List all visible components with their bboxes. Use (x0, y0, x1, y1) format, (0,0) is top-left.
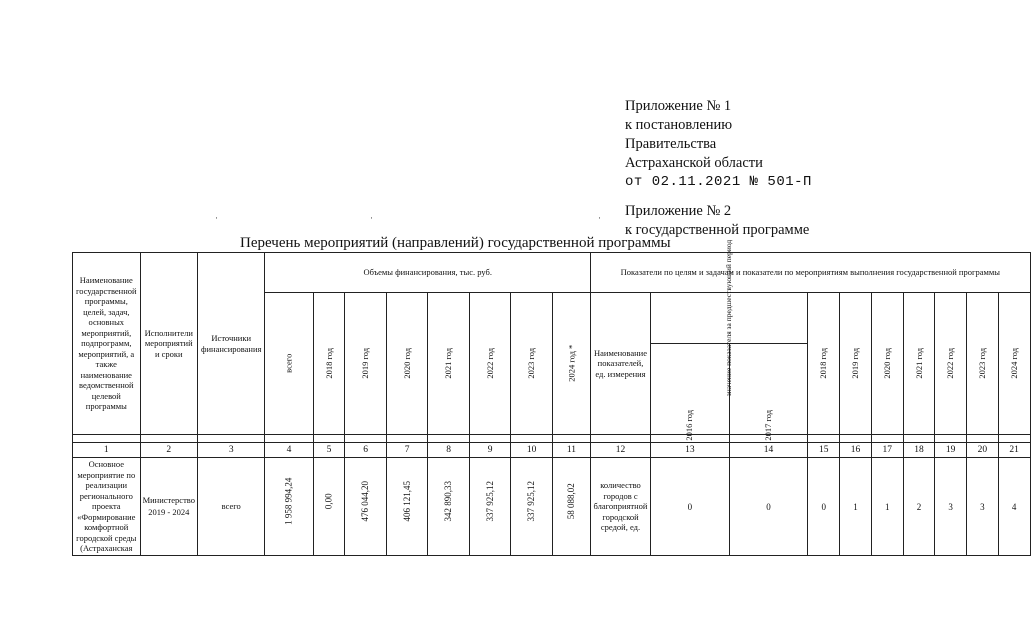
header-prev-year: 2017 год (729, 344, 808, 435)
document-title: Перечень мероприятий (направлений) государственной программы (240, 235, 671, 251)
row-value: 0 (729, 458, 808, 556)
scan-speck: · (370, 213, 373, 223)
appendix-1-line: Астраханской области (625, 155, 763, 171)
header-funding-year: 2019 год (345, 293, 387, 435)
header-funding-year: 2018 год (313, 293, 345, 435)
appendix-1-line: Приложение № 1 (625, 98, 732, 114)
row-value: 4 (998, 458, 1030, 556)
header-funding-year: 2021 год (428, 293, 470, 435)
header-funding-year: 2020 год (386, 293, 428, 435)
scan-speck: · (215, 213, 218, 223)
header-indicators-group: Показатели по целям и задачам и показатели по мероприятиям выполнения государственной программы (591, 253, 1031, 293)
header-name: Наименование государственной программы, целей, задач, основных мероприятий, подпрограмм, мероприятий, а также наименование ведомственной целевой программы (73, 253, 141, 435)
appendix-1-block (625, 97, 895, 192)
header-indicator-year: 2020 год (871, 293, 903, 435)
header-sources: Источники финансирования (198, 253, 265, 435)
header-funding-year: 2022 год (469, 293, 511, 435)
header-indicator-year: 2019 год (840, 293, 872, 435)
header-indicator-year: 2021 год (903, 293, 935, 435)
header-indicator-year: 2023 год (967, 293, 999, 435)
row-value: 0 (808, 458, 840, 556)
row-name: Основное мероприятие по реализации регионального проекта «Формирование комфортной городской среды (Астраханская (73, 458, 141, 556)
row-amount: 476 044,20 (345, 458, 387, 556)
row-amount: 1 958 994,24 (265, 458, 313, 556)
header-funding-year: 2023 год (511, 293, 553, 435)
header-indicator-year: 2024 год (998, 293, 1030, 435)
row-amount: 337 925,12 (511, 458, 553, 556)
appendix-2-line: к государственной программе (625, 222, 810, 238)
column-number-row: 1 2 3 4 5 6 7 8 9 10 11 12 13 14 15 16 17 18 19 20 21 (73, 443, 1031, 458)
header-prev-year: 2016 год (650, 344, 729, 435)
row-value: 2 (903, 458, 935, 556)
header-funding-group: Объемы финансирования, тыс. руб. (265, 253, 591, 293)
row-source: всего (198, 458, 265, 556)
header-funding-year: всего (265, 293, 313, 435)
header-indicator-year: 2022 год (935, 293, 967, 435)
header-executors: Исполнители мероприятий и сроки (140, 253, 197, 435)
row-indicator: количество городов с благоприятной городской средой, ед. (591, 458, 651, 556)
separator-row (73, 435, 1031, 443)
row-amount: 0,00 (313, 458, 345, 556)
row-executor: Министерство 2019 - 2024 (140, 458, 197, 556)
row-amount: 58 088,02 (552, 458, 590, 556)
header-indicator-name: Наименование показателей, ед. измерения (591, 293, 651, 435)
row-value: 3 (967, 458, 999, 556)
table-row (73, 458, 1031, 556)
row-amount: 342 890,33 (428, 458, 470, 556)
row-value: 1 (840, 458, 872, 556)
appendix-1-date: от 02.11.2021 № 501-П (625, 174, 812, 190)
row-amount: 337 925,12 (469, 458, 511, 556)
header-funding-year: 2024 год * (552, 293, 590, 435)
row-value: 1 (871, 458, 903, 556)
row-amount: 406 121,45 (386, 458, 428, 556)
header-prev-period: значение показателя за предшествующий период (650, 293, 807, 344)
header-indicator-year: 2018 год (808, 293, 840, 435)
appendix-1-line: Правительства (625, 136, 717, 152)
scan-speck: · (598, 213, 601, 223)
appendix-1-line: к постановлению (625, 117, 733, 133)
row-value: 0 (650, 458, 729, 556)
row-value: 3 (935, 458, 967, 556)
appendix-2-line: Приложение № 2 (625, 203, 732, 219)
